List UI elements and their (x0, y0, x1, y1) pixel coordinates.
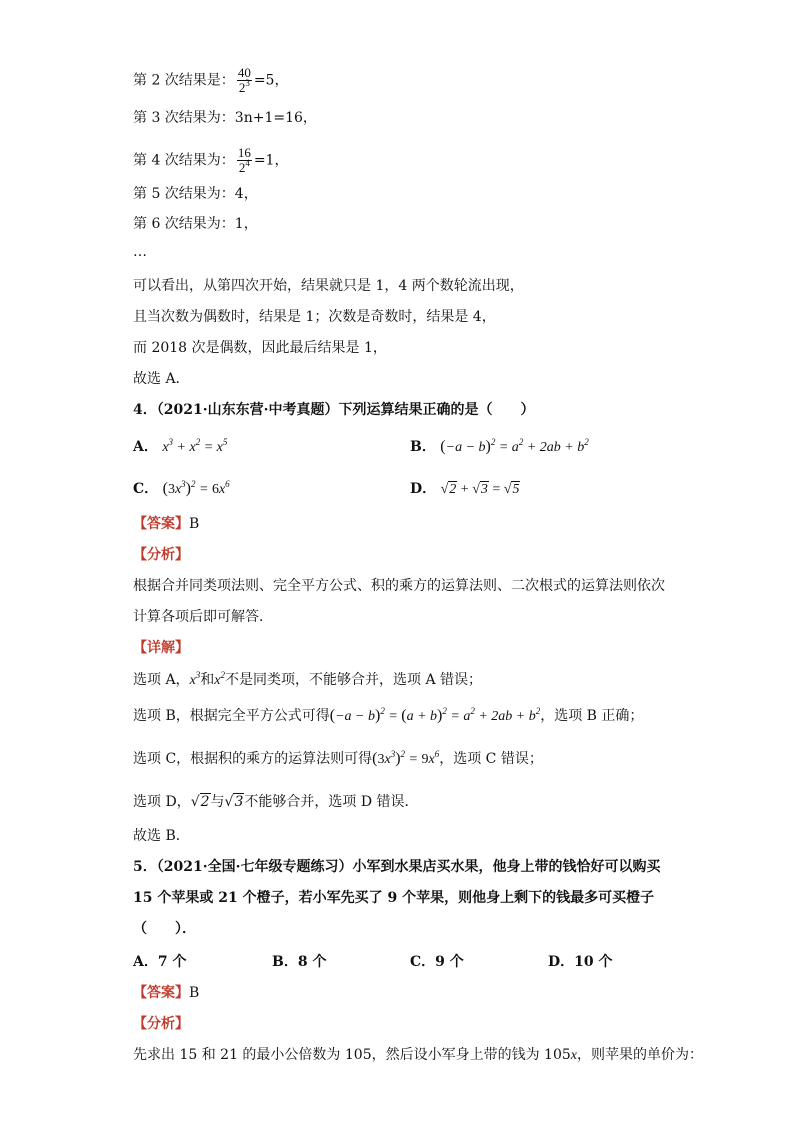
fraction-16-over-2-fourth: $\frac{16}{2^4}$ (237, 145, 251, 175)
q4-detail-c: 选项 C，根据积的乘方的运算法则可得$(3x^3)^2 = 9x^6$，选项 C 错误； (133, 749, 543, 767)
q5-option-b: B．8 个 (272, 954, 327, 970)
q4-option-d: D． √2 + √3 = √5 (410, 481, 520, 497)
q4-detail-d: 选项 D，√2与√3不能够合并，选项 D 错误． (133, 794, 419, 810)
q5-answer: 【答案】B (133, 985, 200, 1001)
step-6-line: 第 6 次结果为：1， (133, 216, 258, 232)
q4-analysis-tag: 【分析】 (133, 547, 189, 563)
step-5-line: 第 5 次结果为：4， (133, 186, 258, 202)
question-5-line-2: 15 个苹果或 21 个橙子，若小军先买了 9 个苹果，则他身上剩下的钱最多可买橙子 (133, 890, 655, 906)
option-a-expression: $x^3 + x^2 = x^5$ (162, 437, 228, 455)
option-c-expression: $(3x^3)^2 = 6x^6$ (162, 479, 230, 497)
q4-option-a: A． $x^3 + x^2 = x^5$ (133, 437, 228, 455)
conclusion-line-3: 而 2018 次是偶数，因此最后结果是 1， (133, 340, 387, 356)
question-4-title: 4．（2021·山东东营·中考真题）下列运算结果正确的是（ ） (133, 402, 535, 418)
q4-analysis-line-1: 根据合并同类项法则、完全平方公式、积的乘方的运算法则、二次根式的运算法则依次 (133, 578, 665, 594)
conclusion-line-2: 且当次数为偶数时，结果是 1；次数是奇数时，结果是 4， (133, 309, 496, 325)
option-b-expression: $(-a - b)^2 = a^2 + 2ab + b^2$ (440, 437, 589, 455)
q4-detail-tag: 【详解】 (133, 640, 189, 656)
q4-answer: 【答案】B (133, 516, 200, 532)
fraction-40-over-2-cubed: $\frac{40}{2^3}$ (237, 65, 251, 95)
conclusion-line-1: 可以看出，从第四次开始，结果就只是 1，4 两个数轮流出现， (133, 278, 524, 294)
question-5-line-3: （ ）． (133, 921, 196, 937)
q4-detail-a: 选项 A，$x^3$和$x^2$不是同类项，不能够合并，选项 A 错误； (133, 670, 483, 688)
step-4-line: 第 4 次结果为： $\frac{16}{2^4}$ =1， (133, 145, 289, 175)
option-d-expression: √2 + √3 = √5 (440, 482, 520, 497)
q5-option-c: C．9 个 (410, 954, 464, 970)
q4-option-c: C． $(3x^3)^2 = 6x^6$ (133, 479, 230, 497)
conclusion-line-4: 故选 A． (133, 371, 190, 387)
q4-option-b: B． $(-a - b)^2 = a^2 + 2ab + b^2$ (410, 437, 589, 455)
question-5-line-1: 5．（2021·全国·七年级专题练习）小军到水果店买水果，他身上带的钱恰好可以购买 (133, 859, 661, 875)
q5-option-d: D．10 个 (548, 954, 613, 970)
step-2-line: 第 2 次结果是： $\frac{40}{2^3}$ =5， (133, 65, 289, 95)
ellipsis: … (133, 244, 147, 260)
q4-detail-b: 选项 B，根据完全平方公式可得$(-a - b)^2 = (a + b)^2 = a^2 + 2ab + b^2$，选项 B 正确； (133, 706, 644, 724)
step-3-line: 第 3 次结果为：3n+1=16， (133, 110, 317, 126)
q5-analysis-line-1: 先求出 15 和 21 的最小公倍数为 105，然后设小军身上带的钱为 105x，则苹果的单价为： (133, 1047, 703, 1063)
q4-conclusion: 故选 B． (133, 828, 190, 844)
q5-analysis-tag: 【分析】 (133, 1016, 189, 1032)
q4-analysis-line-2: 计算各项后即可解答． (133, 609, 273, 625)
q5-option-a: A．7 个 (133, 954, 187, 970)
